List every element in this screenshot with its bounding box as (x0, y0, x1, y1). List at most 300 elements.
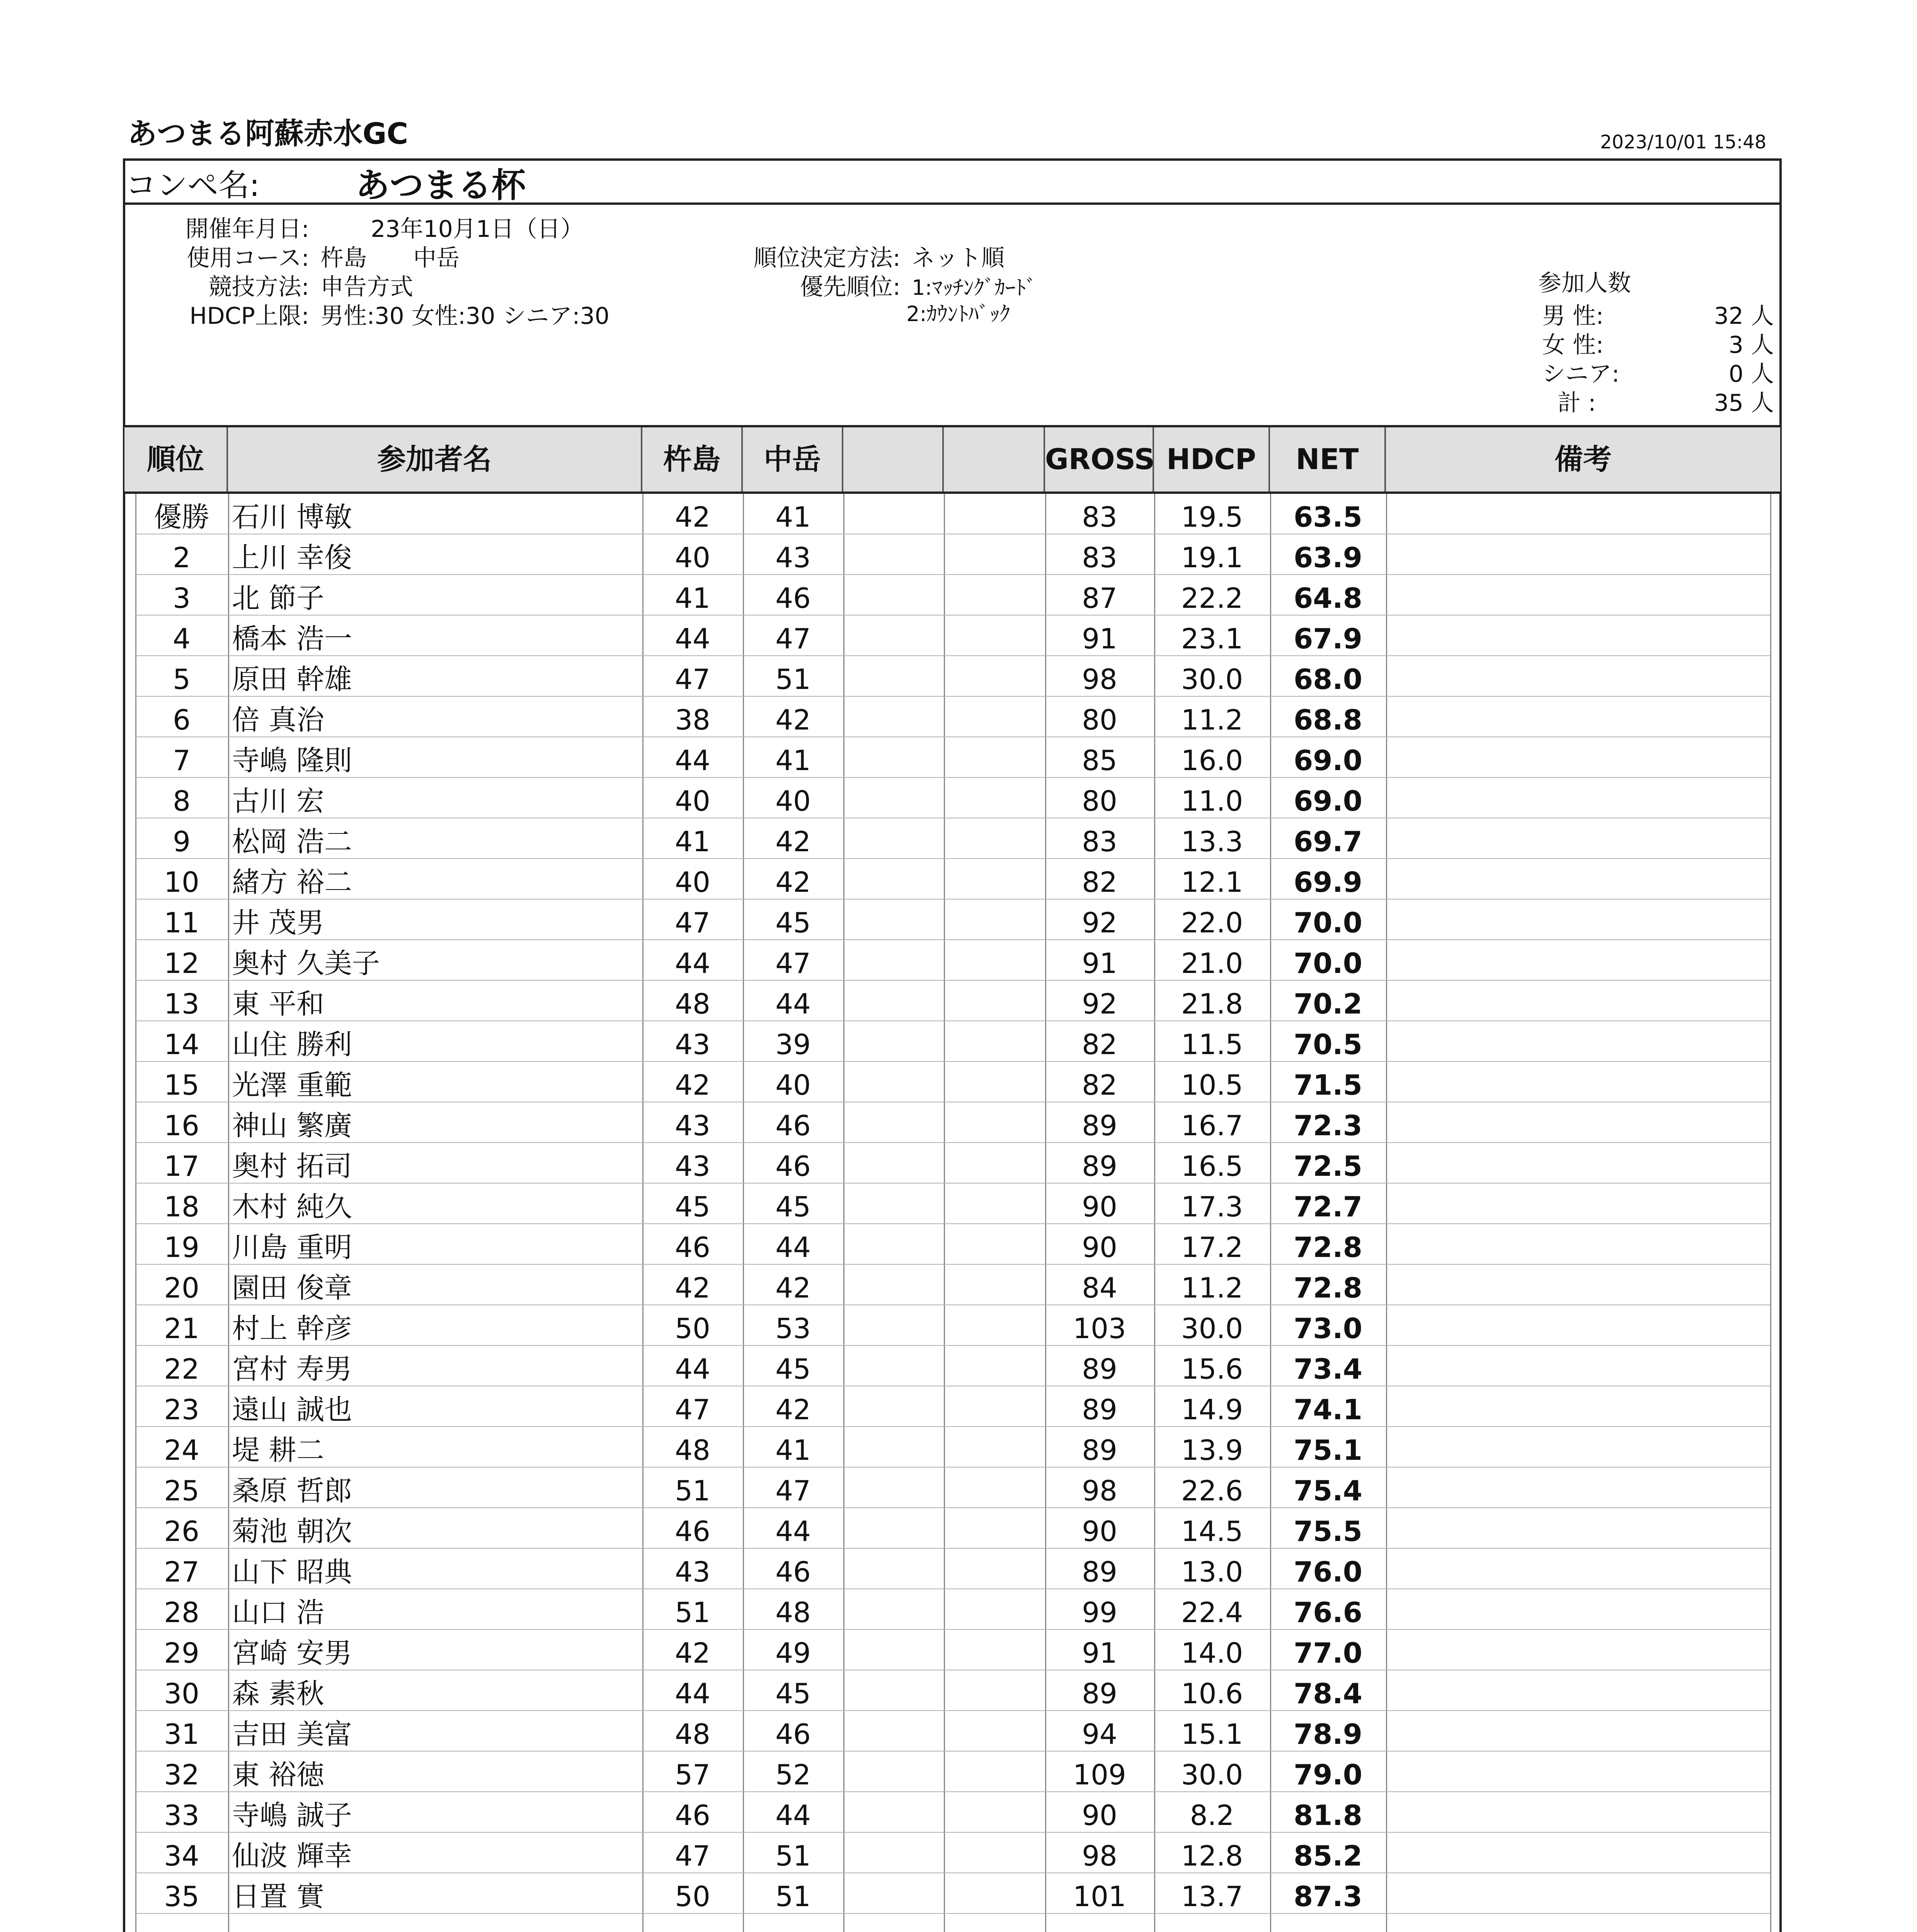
name-cell: 緒方 裕二 (232, 866, 352, 898)
hdcp-cell: 11.0 (1181, 785, 1243, 817)
name-cell: 山口 浩 (232, 1596, 324, 1629)
table-row (135, 494, 1770, 534)
gross-cell: 90 (1082, 1231, 1117, 1264)
course-1-cell: 44 (675, 1353, 710, 1385)
rank-method-value: ネット順 (912, 245, 1005, 272)
count-female (1542, 327, 1774, 360)
rank-cell: 32 (164, 1759, 199, 1791)
hdcp-cell: 10.6 (1181, 1677, 1243, 1710)
hdcp-cell: 11.2 (1181, 704, 1243, 736)
net-cell: 79.0 (1294, 1759, 1362, 1791)
table-row (135, 1386, 1770, 1427)
gross-cell: 80 (1082, 785, 1117, 817)
net-cell: 72.8 (1294, 1231, 1362, 1264)
gross-cell: 99 (1082, 1596, 1117, 1629)
course-2-cell: 42 (775, 1393, 811, 1426)
course-1-cell: 45 (675, 1190, 710, 1223)
name-cell: 木村 純久 (232, 1190, 352, 1223)
net-cell: 69.9 (1294, 866, 1362, 898)
net-cell: 77.0 (1294, 1637, 1362, 1669)
table-row (135, 1184, 1770, 1224)
hdcp-cell: 12.8 (1181, 1840, 1243, 1872)
net-cell: 74.1 (1294, 1393, 1362, 1426)
col-course-1: 杵島 (642, 427, 743, 492)
hdcp-cell: 8.2 (1190, 1799, 1234, 1832)
gross-cell: 90 (1082, 1799, 1117, 1832)
course-1-cell: 46 (675, 1231, 710, 1264)
name-cell: 神山 繁廣 (232, 1109, 352, 1142)
competition-name: あつまる杯 (356, 165, 526, 205)
count-male (1542, 298, 1774, 331)
table-row (135, 1508, 1770, 1549)
gross-cell: 98 (1082, 1840, 1117, 1872)
col-hdcp: HDCP (1154, 427, 1270, 492)
table-row (135, 1265, 1770, 1305)
hdcp-cell: 10.5 (1181, 1069, 1243, 1101)
net-cell: 73.0 (1294, 1312, 1362, 1345)
hdcp-value: 男性:30 女性:30 シニア:30 (320, 303, 609, 330)
table-row (135, 1873, 1770, 1914)
name-cell: 桑原 哲郎 (232, 1475, 352, 1507)
hdcp-cell: 21.0 (1181, 947, 1243, 980)
hdcp-cell: 19.1 (1181, 541, 1243, 574)
table-row (135, 1711, 1770, 1752)
course-1-cell: 46 (675, 1515, 710, 1548)
hdcp-cell: 22.4 (1181, 1596, 1243, 1629)
table-row (135, 1021, 1770, 1062)
course-2-cell: 40 (775, 785, 811, 817)
name-cell: 上川 幸俊 (232, 541, 352, 574)
hdcp-cell: 30.0 (1181, 1759, 1243, 1791)
gross-cell: 80 (1082, 704, 1117, 736)
gross-cell: 92 (1082, 988, 1117, 1020)
name-cell: 東 裕徳 (232, 1759, 324, 1791)
col-blank-1 (843, 427, 944, 492)
net-cell: 78.4 (1294, 1677, 1362, 1710)
info-course (147, 240, 460, 273)
course-2-cell: 42 (775, 825, 811, 858)
rank-cell: 30 (164, 1677, 199, 1710)
name-cell: 倍 真治 (232, 704, 324, 736)
course-1-cell: 51 (675, 1596, 710, 1629)
gross-cell: 91 (1082, 1637, 1117, 1669)
course-1-cell: 42 (675, 1272, 710, 1304)
net-cell: 78.9 (1294, 1718, 1362, 1750)
net-cell: 69.7 (1294, 825, 1362, 858)
table-row (135, 616, 1770, 656)
gross-cell: 90 (1082, 1190, 1117, 1223)
course-2-cell: 51 (775, 663, 811, 696)
net-cell: 75.4 (1294, 1475, 1362, 1507)
hdcp-cell: 21.8 (1181, 988, 1243, 1020)
name-cell: 宮村 寿男 (232, 1353, 352, 1385)
name-cell: 山住 勝利 (232, 1028, 352, 1061)
course-1-cell: 40 (675, 541, 710, 574)
count-senior-value: 0 人 (1728, 361, 1774, 388)
course-2-cell: 46 (775, 1718, 811, 1750)
rank-cell: 27 (164, 1556, 199, 1588)
table-header (124, 425, 1780, 494)
course-2-cell: 45 (775, 1190, 811, 1223)
name-cell: 石川 博敏 (232, 501, 352, 533)
name-cell: 遠山 誠也 (232, 1393, 352, 1426)
hdcp-cell: 16.0 (1181, 744, 1243, 777)
hdcp-cell: 15.1 (1181, 1718, 1243, 1750)
hdcp-cell: 14.9 (1181, 1393, 1243, 1426)
rank-cell: 31 (164, 1718, 199, 1750)
name-cell: 寺嶋 隆則 (232, 744, 352, 777)
course-2-cell: 41 (775, 501, 811, 533)
course-2-cell: 44 (775, 1231, 811, 1264)
hdcp-cell: 15.6 (1181, 1353, 1243, 1385)
table-row (135, 1468, 1770, 1508)
col-net: NET (1270, 427, 1386, 492)
table-row (135, 981, 1770, 1021)
course-2-cell: 51 (775, 1840, 811, 1872)
participant-count-title: 参加人数 (1538, 270, 1631, 297)
name-cell: 奥村 久美子 (232, 947, 380, 980)
rank-cell: 25 (164, 1475, 199, 1507)
course-1-cell: 41 (675, 582, 710, 614)
name-cell: 村上 幹彦 (232, 1312, 352, 1345)
hdcp-cell: 16.7 (1181, 1109, 1243, 1142)
name-cell: 光澤 重範 (232, 1069, 352, 1101)
hdcp-cell: 13.0 (1181, 1556, 1243, 1588)
gross-cell: 87 (1082, 582, 1117, 614)
table-row (135, 940, 1770, 981)
gross-cell: 89 (1082, 1556, 1117, 1588)
rank-cell: 6 (173, 704, 191, 736)
name-cell: 森 素秋 (232, 1677, 324, 1710)
table-row (135, 1427, 1770, 1468)
col-name: 参加者名 (228, 427, 642, 492)
rank-cell: 10 (164, 866, 199, 898)
rank-cell: 8 (173, 785, 191, 817)
gross-cell: 84 (1082, 1272, 1117, 1304)
course-1-cell: 48 (675, 1434, 710, 1466)
hdcp-cell: 30.0 (1181, 1312, 1243, 1345)
table-row (135, 1102, 1770, 1143)
gross-cell: 89 (1082, 1393, 1117, 1426)
count-senior-label: シニア: (1542, 361, 1620, 388)
course-2-cell: 42 (775, 866, 811, 898)
name-cell: 寺嶋 誠子 (232, 1799, 352, 1832)
course-1-cell: 47 (675, 906, 710, 939)
hdcp-cell: 14.5 (1181, 1515, 1243, 1548)
course-1-cell: 46 (675, 1799, 710, 1832)
table-row (135, 818, 1770, 859)
course-1-cell: 44 (675, 744, 710, 777)
course-2-cell: 46 (775, 1109, 811, 1142)
gross-cell: 91 (1082, 947, 1117, 980)
net-cell: 70.0 (1294, 906, 1362, 939)
hdcp-cell: 11.2 (1181, 1272, 1243, 1304)
course-1-cell: 50 (675, 1312, 710, 1345)
name-cell: 宮崎 安男 (232, 1637, 352, 1669)
course-2-cell: 46 (775, 582, 811, 614)
course-2-cell: 44 (775, 1799, 811, 1832)
priority-1: 1:ﾏｯﾁﾝｸﾞｶｰﾄﾞ (912, 276, 1037, 300)
rank-cell: 33 (164, 1799, 199, 1832)
rank-cell: 12 (164, 947, 199, 980)
info-date (147, 211, 584, 244)
net-cell: 63.5 (1294, 501, 1362, 533)
rank-cell: 22 (164, 1353, 199, 1385)
gross-cell: 89 (1082, 1353, 1117, 1385)
info-rank-method (715, 240, 1004, 273)
name-cell: 北 節子 (232, 582, 324, 614)
hdcp-cell: 13.9 (1181, 1434, 1243, 1466)
course-1-cell: 47 (675, 1393, 710, 1426)
course-1-cell: 50 (675, 1880, 710, 1913)
hdcp-cell: 16.5 (1181, 1150, 1243, 1182)
gross-cell: 94 (1082, 1718, 1117, 1750)
priority-label: 優先順位: (800, 274, 901, 301)
count-male-label: 男 性: (1542, 303, 1604, 330)
name-cell: 仙波 輝幸 (232, 1840, 352, 1872)
net-cell: 72.8 (1294, 1272, 1362, 1304)
rank-cell: 26 (164, 1515, 199, 1548)
rank-cell: 4 (173, 622, 191, 655)
net-cell: 72.5 (1294, 1150, 1362, 1182)
rank-cell: 3 (173, 582, 191, 614)
rank-cell: 11 (164, 906, 199, 939)
gross-cell: 89 (1082, 1677, 1117, 1710)
rank-method-label: 順位決定方法: (753, 245, 901, 272)
info-method (147, 269, 413, 302)
net-cell: 76.0 (1294, 1556, 1362, 1588)
table-row (135, 656, 1770, 697)
col-gross: GROSS (1045, 427, 1154, 492)
net-cell: 81.8 (1294, 1799, 1362, 1832)
course-2-cell: 44 (775, 988, 811, 1020)
count-female-value: 3 人 (1728, 332, 1774, 359)
rank-cell: 19 (164, 1231, 199, 1264)
course-1-cell: 47 (675, 663, 710, 696)
name-cell: 堤 耕二 (232, 1434, 324, 1466)
name-cell: 川島 重明 (232, 1231, 352, 1264)
course-1-cell: 42 (675, 1069, 710, 1101)
course-2-cell: 47 (775, 1475, 811, 1507)
net-cell: 75.5 (1294, 1515, 1362, 1548)
gross-cell: 82 (1082, 1069, 1117, 1101)
rank-cell: 優勝 (153, 501, 209, 533)
table-row (135, 534, 1770, 575)
net-cell: 68.0 (1294, 663, 1362, 696)
rank-cell: 17 (164, 1150, 199, 1182)
net-cell: 67.9 (1294, 622, 1362, 655)
count-total-label: 計 : (1558, 389, 1596, 417)
hdcp-label: HDCP上限: (189, 303, 309, 330)
hdcp-cell: 13.3 (1181, 825, 1243, 858)
gross-cell: 90 (1082, 1515, 1117, 1548)
course-1-cell: 44 (675, 1677, 710, 1710)
count-female-label: 女 性: (1542, 332, 1604, 359)
count-total (1542, 384, 1774, 418)
rank-cell: 21 (164, 1312, 199, 1345)
table-row (135, 1630, 1770, 1670)
competition-label: コンペ名: (126, 167, 260, 203)
course-1-cell: 40 (675, 785, 710, 817)
course-2-cell: 53 (775, 1312, 811, 1345)
course-2-cell: 45 (775, 906, 811, 939)
gross-cell: 82 (1082, 866, 1117, 898)
name-cell: 奥村 拓司 (232, 1150, 352, 1182)
course-1-cell: 41 (675, 825, 710, 858)
net-cell: 72.7 (1294, 1190, 1362, 1223)
net-cell: 70.0 (1294, 947, 1362, 980)
course-1-cell: 48 (675, 1718, 710, 1750)
hdcp-cell: 23.1 (1181, 622, 1243, 655)
course-1-cell: 47 (675, 1840, 710, 1872)
course-2-cell: 42 (775, 704, 811, 736)
method-label: 競技方法: (208, 274, 309, 301)
name-cell: 日置 實 (232, 1880, 324, 1913)
table-row (135, 1305, 1770, 1346)
course-1-cell: 48 (675, 988, 710, 1020)
name-cell: 橋本 浩一 (232, 622, 352, 655)
gross-cell: 98 (1082, 663, 1117, 696)
gross-cell: 83 (1082, 541, 1117, 574)
course-2-cell: 41 (775, 744, 811, 777)
table-row (135, 859, 1770, 900)
grid-line (1770, 494, 1771, 1932)
rank-cell: 18 (164, 1190, 199, 1223)
rank-cell: 5 (173, 663, 191, 696)
course-2-cell: 43 (775, 541, 811, 574)
course-1-cell: 42 (675, 501, 710, 533)
course-2-cell: 44 (775, 1515, 811, 1548)
table-row (135, 1670, 1770, 1711)
rank-cell: 13 (164, 988, 199, 1020)
rank-cell: 9 (173, 825, 191, 858)
table-row (135, 1589, 1770, 1630)
name-cell: 園田 俊章 (232, 1272, 352, 1304)
table-row (135, 1062, 1770, 1102)
hdcp-cell: 17.3 (1181, 1190, 1243, 1223)
table-row (135, 697, 1770, 737)
course-2-cell: 47 (775, 622, 811, 655)
course-1-cell: 38 (675, 704, 710, 736)
net-cell: 63.9 (1294, 541, 1362, 574)
hdcp-cell: 22.6 (1181, 1475, 1243, 1507)
course-label: 使用コース: (186, 245, 309, 272)
net-cell: 70.2 (1294, 988, 1362, 1020)
name-cell: 古川 宏 (232, 785, 324, 817)
course-1-cell: 40 (675, 866, 710, 898)
name-cell: 東 平和 (232, 988, 324, 1020)
hdcp-cell: 11.5 (1181, 1028, 1243, 1061)
rank-cell: 15 (164, 1069, 199, 1101)
course-2-cell: 48 (775, 1596, 811, 1629)
col-rank: 順位 (124, 427, 228, 492)
net-cell: 75.1 (1294, 1434, 1362, 1466)
course-1-cell: 43 (675, 1109, 710, 1142)
rank-cell: 14 (164, 1028, 199, 1061)
net-cell: 85.2 (1294, 1840, 1362, 1872)
hdcp-cell: 22.2 (1181, 582, 1243, 614)
gross-cell: 85 (1082, 744, 1117, 777)
net-cell: 76.6 (1294, 1596, 1362, 1629)
net-cell: 69.0 (1294, 744, 1362, 777)
hdcp-cell: 14.0 (1181, 1637, 1243, 1669)
table-row (135, 1346, 1770, 1386)
name-cell: 吉田 美富 (232, 1718, 352, 1750)
venue-name: あつまる阿蘇赤水GC (128, 116, 409, 151)
gross-cell: 92 (1082, 906, 1117, 939)
count-senior (1542, 355, 1774, 389)
info-priority (715, 269, 1037, 302)
course-2-cell: 52 (775, 1759, 811, 1791)
course-1-cell: 57 (675, 1759, 710, 1791)
hdcp-cell: 17.2 (1181, 1231, 1243, 1264)
gross-cell: 109 (1073, 1759, 1126, 1791)
course-2-cell: 41 (775, 1434, 811, 1466)
hdcp-cell: 12.1 (1181, 866, 1243, 898)
net-cell: 68.8 (1294, 704, 1362, 736)
course-1-cell: 51 (675, 1475, 710, 1507)
gross-cell: 89 (1082, 1434, 1117, 1466)
table-row (135, 1914, 1770, 1932)
net-cell: 73.4 (1294, 1353, 1362, 1385)
table-row (135, 900, 1770, 940)
col-notes: 備考 (1554, 443, 1612, 476)
gross-cell: 83 (1082, 825, 1117, 858)
course-1-cell: 43 (675, 1028, 710, 1061)
count-male-value: 32 人 (1714, 303, 1774, 330)
col-course-2: 中岳 (743, 427, 843, 492)
rank-cell: 24 (164, 1434, 199, 1466)
rank-cell: 20 (164, 1272, 199, 1304)
priority-2: 2:ｶｳﾝﾄﾊﾞｯｸ (906, 302, 1010, 326)
course-2-cell: 49 (775, 1637, 811, 1669)
name-cell: 菊池 朝次 (232, 1515, 352, 1548)
course-2-cell: 46 (775, 1556, 811, 1588)
gross-cell: 83 (1082, 501, 1117, 533)
rank-cell: 7 (173, 744, 191, 777)
course-2-cell: 45 (775, 1677, 811, 1710)
course-1-cell: 42 (675, 1637, 710, 1669)
course-1-cell: 43 (675, 1556, 710, 1588)
table-row (135, 1143, 1770, 1184)
net-cell: 64.8 (1294, 582, 1362, 614)
net-cell: 69.0 (1294, 785, 1362, 817)
name-cell: 井 茂男 (232, 906, 324, 939)
net-cell: 72.3 (1294, 1109, 1362, 1142)
name-cell: 山下 昭典 (232, 1556, 352, 1588)
gross-cell: 89 (1082, 1150, 1117, 1182)
net-cell: 71.5 (1294, 1069, 1362, 1101)
rank-cell: 28 (164, 1596, 199, 1629)
course-1-cell: 44 (675, 622, 710, 655)
method-value: 申告方式 (320, 274, 414, 301)
gross-cell: 82 (1082, 1028, 1117, 1061)
net-cell: 87.3 (1294, 1880, 1362, 1913)
hdcp-cell: 19.5 (1181, 501, 1243, 533)
name-cell: 松岡 浩二 (232, 825, 352, 858)
rank-cell: 2 (173, 541, 191, 574)
rank-cell: 29 (164, 1637, 199, 1669)
name-cell: 原田 幹雄 (232, 663, 352, 696)
col-blank-2 (944, 427, 1045, 492)
course-2-cell: 42 (775, 1272, 811, 1304)
printed-timestamp: 2023/10/01 15:48 (1600, 131, 1767, 153)
course-1-cell: 44 (675, 947, 710, 980)
date-label: 開催年月日: (185, 216, 309, 243)
course-2-cell: 47 (775, 947, 811, 980)
course-2-cell: 46 (775, 1150, 811, 1182)
gross-cell: 98 (1082, 1475, 1117, 1507)
